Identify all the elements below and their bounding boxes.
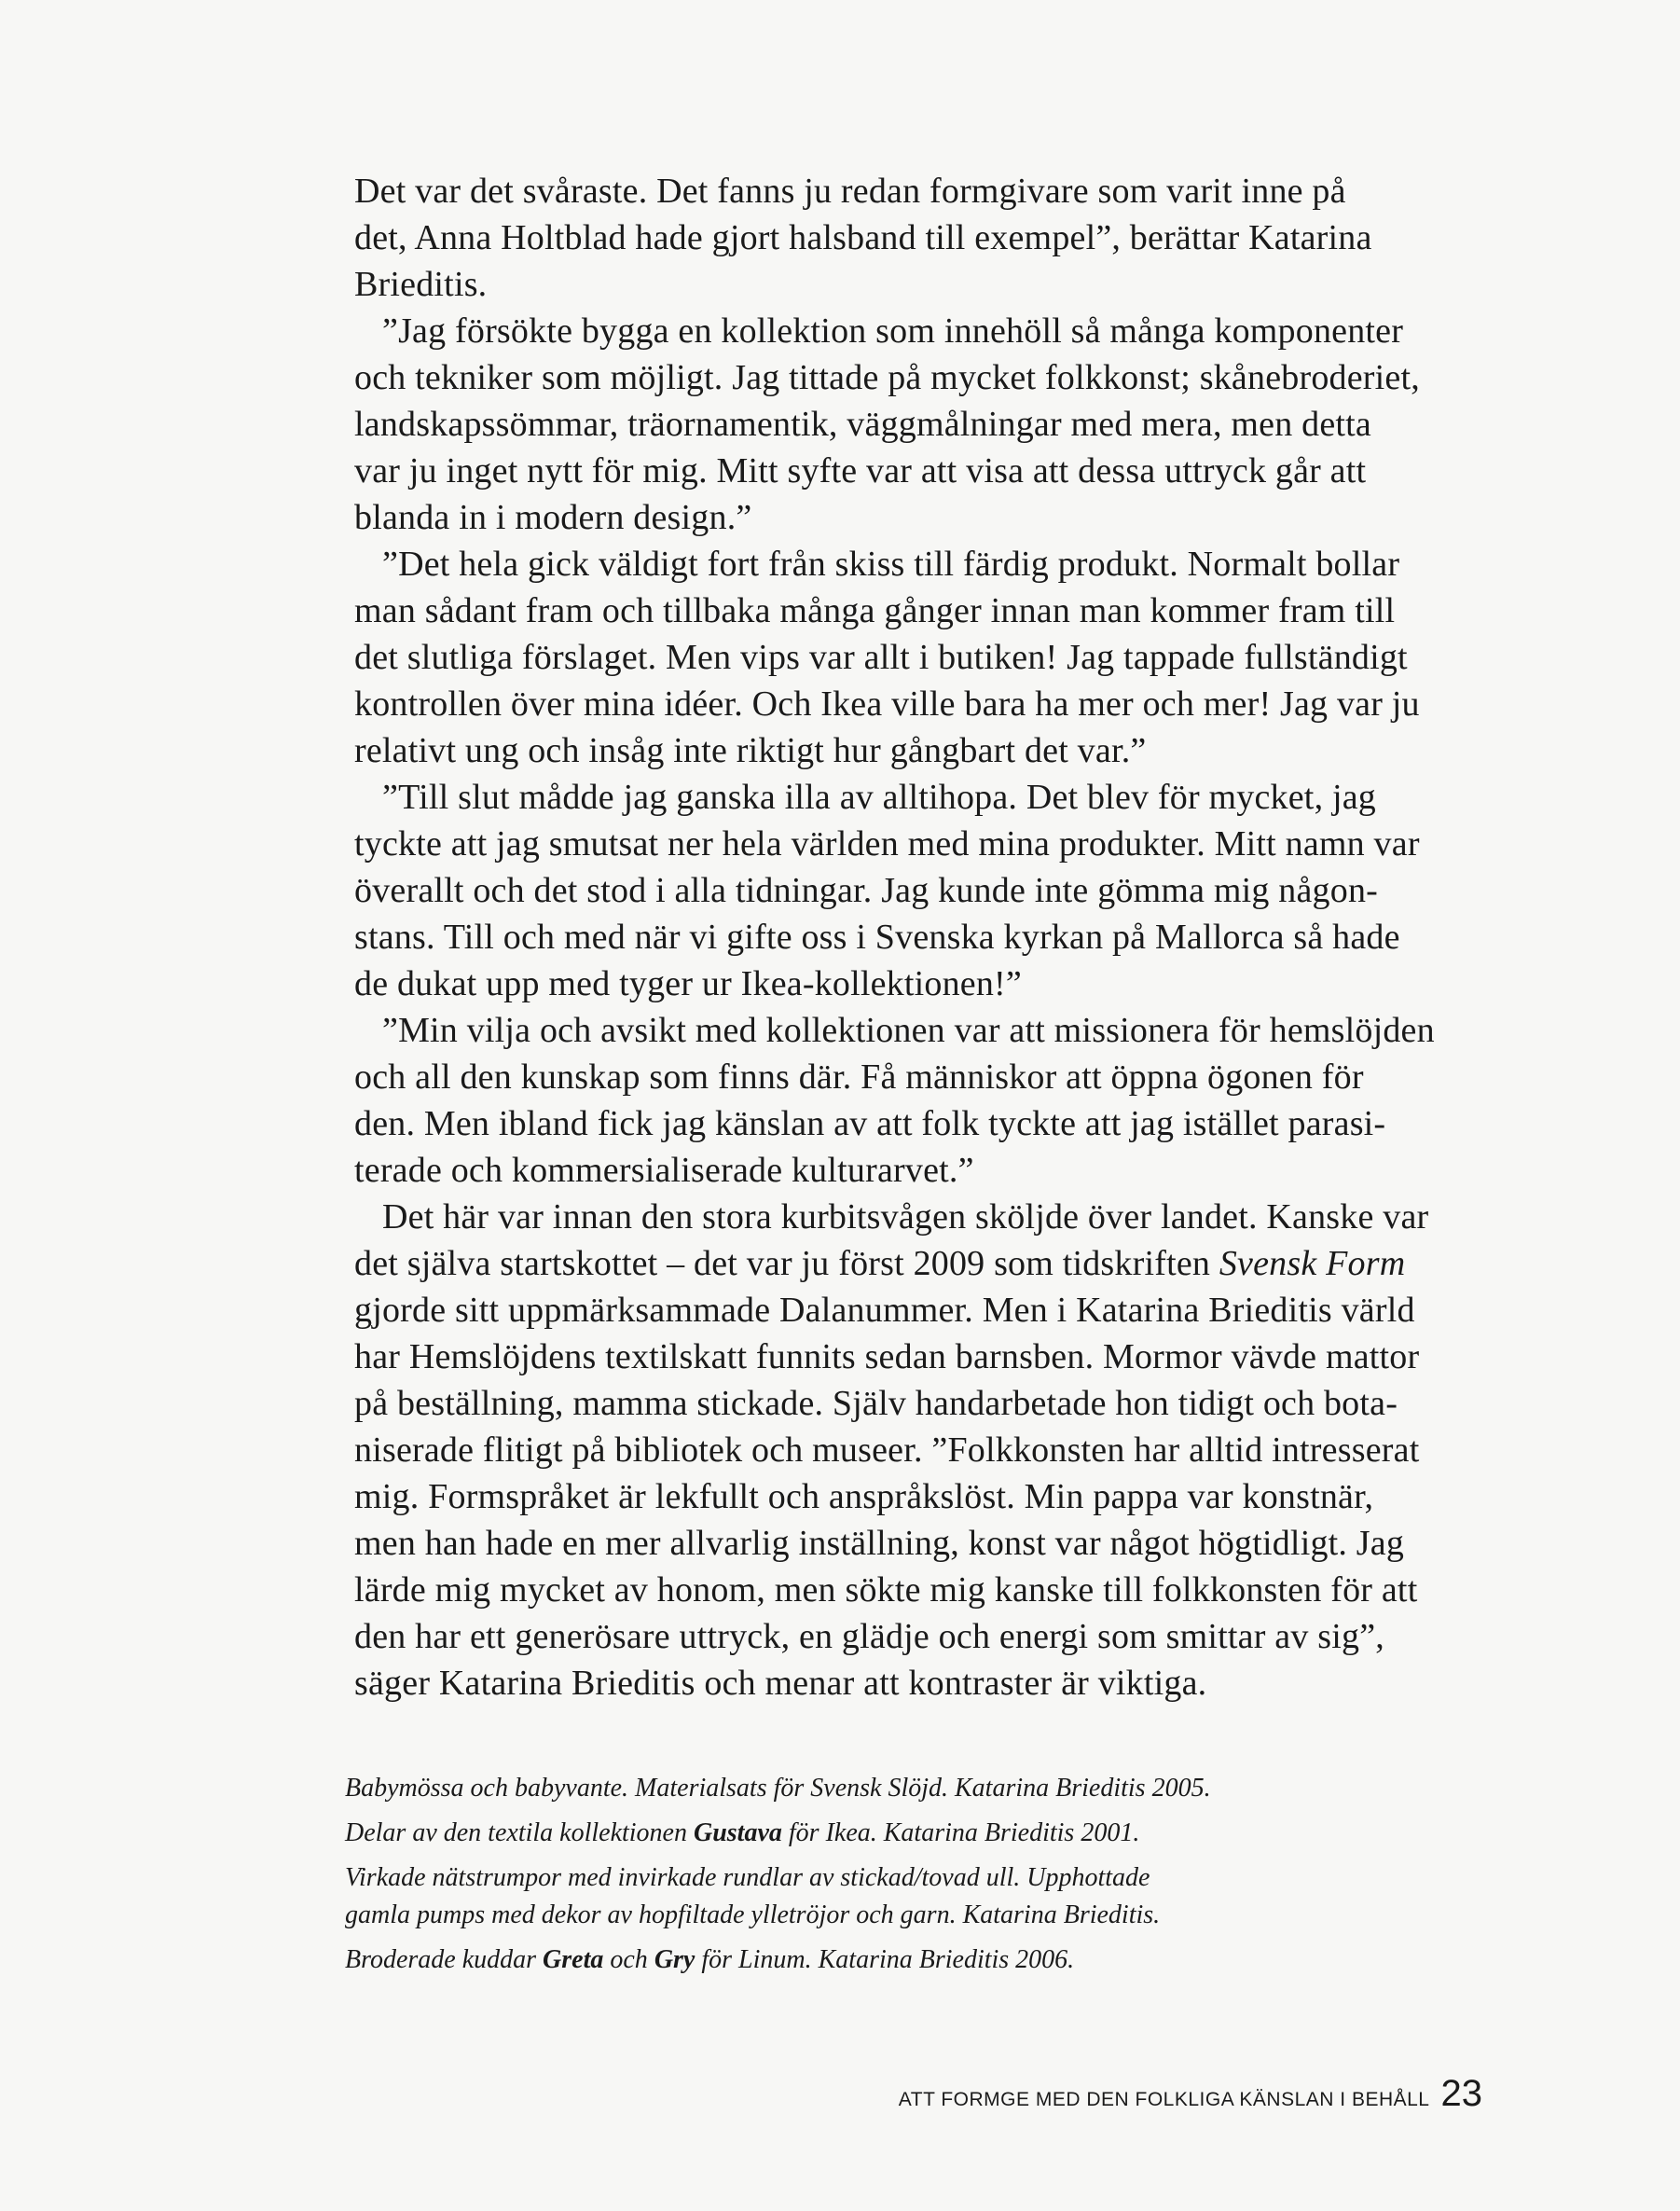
body-line: Brieditis. [354, 265, 488, 304]
body-line: blanda in i modern design.” [354, 498, 752, 537]
caption-2 [345, 1815, 1370, 1852]
body-line: landskapssömmar, träornamentik, väggmålningar med mera, men detta [354, 405, 1371, 444]
body-line: säger Katarina Brieditis och menar att kontraster är viktiga. [354, 1664, 1207, 1703]
caption-4 [345, 1942, 1370, 1979]
body-line: har Hemslöjdens textilskatt funnits sedan barnsben. Mormor vävde mattor [354, 1337, 1420, 1376]
body-line: niserade flitigt på bibliotek och museer. ”Folkkonsten har alltid intresserat [354, 1430, 1420, 1470]
body-line: kontrollen över mina idéer. Och Ikea ville bara ha mer och mer! Jag var ju [354, 684, 1420, 724]
body-line: den har ett generösare uttryck, en glädje och energi som smittar av sig”, [354, 1617, 1384, 1656]
body-line: man sådant fram och tillbaka många gånger innan man kommer fram till [354, 591, 1396, 630]
body-line: Det var det svåraste. Det fanns ju redan formgivare som varit inne på [354, 172, 1346, 211]
caption-1: Babymössa och babyvante. Materialsats för Svensk Slöjd. Katarina Brieditis 2005. [345, 1774, 1211, 1803]
body-line: men han hade en mer allvarlig inställning, konst var något högtidligt. Jag [354, 1524, 1405, 1563]
body-line: tyckte att jag smutsat ner hela världen med mina produkter. Mitt namn var [354, 824, 1420, 864]
body-line: mig. Formspråket är lekfullt och anspråkslöst. Min pappa var konstnär, [354, 1477, 1374, 1516]
body-line: den. Men ibland fick jag känslan av att folk tyckte att jag istället parasi- [354, 1104, 1386, 1143]
body-line: ”Min vilja och avsikt med kollektionen var att missionera för hemslöjden [382, 1011, 1435, 1050]
running-head: ATT FORMGE MED DEN FOLKLIGA KÄNSLAN I BEHÅLL [898, 2089, 1430, 2110]
body-line-text: det själva startskottet – det var ju först 2009 som tidskriften [354, 1244, 1219, 1283]
body-line-italic-title: Svensk Form [1219, 1244, 1406, 1283]
caption-4-title-gry: Gry [654, 1945, 695, 1974]
body-line: på beställning, mamma stickade. Själv handarbetade hon tidigt och bota- [354, 1384, 1398, 1423]
body-line [354, 1240, 1473, 1287]
body-line: ”Till slut mådde jag ganska illa av alltihopa. Det blev för mycket, jag [382, 778, 1376, 817]
body-line: terade och kommersialiserade kulturarvet.” [354, 1151, 974, 1190]
caption-4-text-a: Broderade kuddar [345, 1945, 544, 1974]
article-body [354, 168, 1473, 1707]
body-line: stans. Till och med när vi gifte oss i Svenska kyrkan på Mallorca så hade [354, 918, 1400, 957]
body-line: och all den kunskap som finns där. Få människor att öppna ögonen för [354, 1057, 1364, 1097]
image-captions [345, 1770, 1370, 1979]
caption-2-title: Gustava [693, 1818, 782, 1847]
caption-3-line-1: Virkade nätstrumpor med invirkade rundlar av stickad/tovad ull. Upphottade [345, 1863, 1150, 1892]
body-line: överallt och det stod i alla tidningar. Jag kunde inte gömma mig någon- [354, 871, 1379, 910]
body-line: det slutliga förslaget. Men vips var allt i butiken! Jag tappade fullständigt [354, 638, 1408, 677]
caption-3-line-2: gamla pumps med dekor av hopfiltade ylletröjor och garn. Katarina Brieditis. [345, 1900, 1161, 1929]
caption-2-text-a: Delar av den textila kollektionen [345, 1818, 694, 1847]
body-line: gjorde sitt uppmärksammade Dalanummer. Men i Katarina Brieditis värld [354, 1291, 1415, 1330]
body-line: ”Det hela gick väldigt fort från skiss till färdig produkt. Normalt bollar [382, 545, 1400, 584]
page-number: 23 [1440, 2073, 1482, 2114]
body-line: lärde mig mycket av honom, men sökte mig kanske till folkkonsten för att [354, 1570, 1418, 1610]
body-line: ”Jag försökte bygga en kollektion som innehöll så många komponenter [382, 311, 1404, 351]
caption-4-text-e: för Linum. Katarina Brieditis 2006. [695, 1945, 1075, 1974]
caption-4-text-c: och [603, 1945, 654, 1974]
caption-2-text-c: för Ikea. Katarina Brieditis 2001. [781, 1818, 1140, 1847]
body-line: relativt ung och insåg inte riktigt hur gångbart det var.” [354, 731, 1147, 770]
body-line: var ju inget nytt för mig. Mitt syfte var att visa att dessa uttryck går att [354, 451, 1367, 491]
body-line: det, Anna Holtblad hade gjort halsband till exempel”, berättar Katarina [354, 218, 1372, 257]
body-line: de dukat upp med tyger ur Ikea-kollektionen!” [354, 964, 1022, 1003]
body-line: Det här var innan den stora kurbitsvågen sköljde över landet. Kanske var [382, 1197, 1429, 1237]
page-footer [893, 2073, 1482, 2120]
caption-4-title-greta: Greta [543, 1945, 604, 1974]
body-line: och tekniker som möjligt. Jag tittade på mycket folkkonst; skånebroderiet, [354, 358, 1420, 397]
